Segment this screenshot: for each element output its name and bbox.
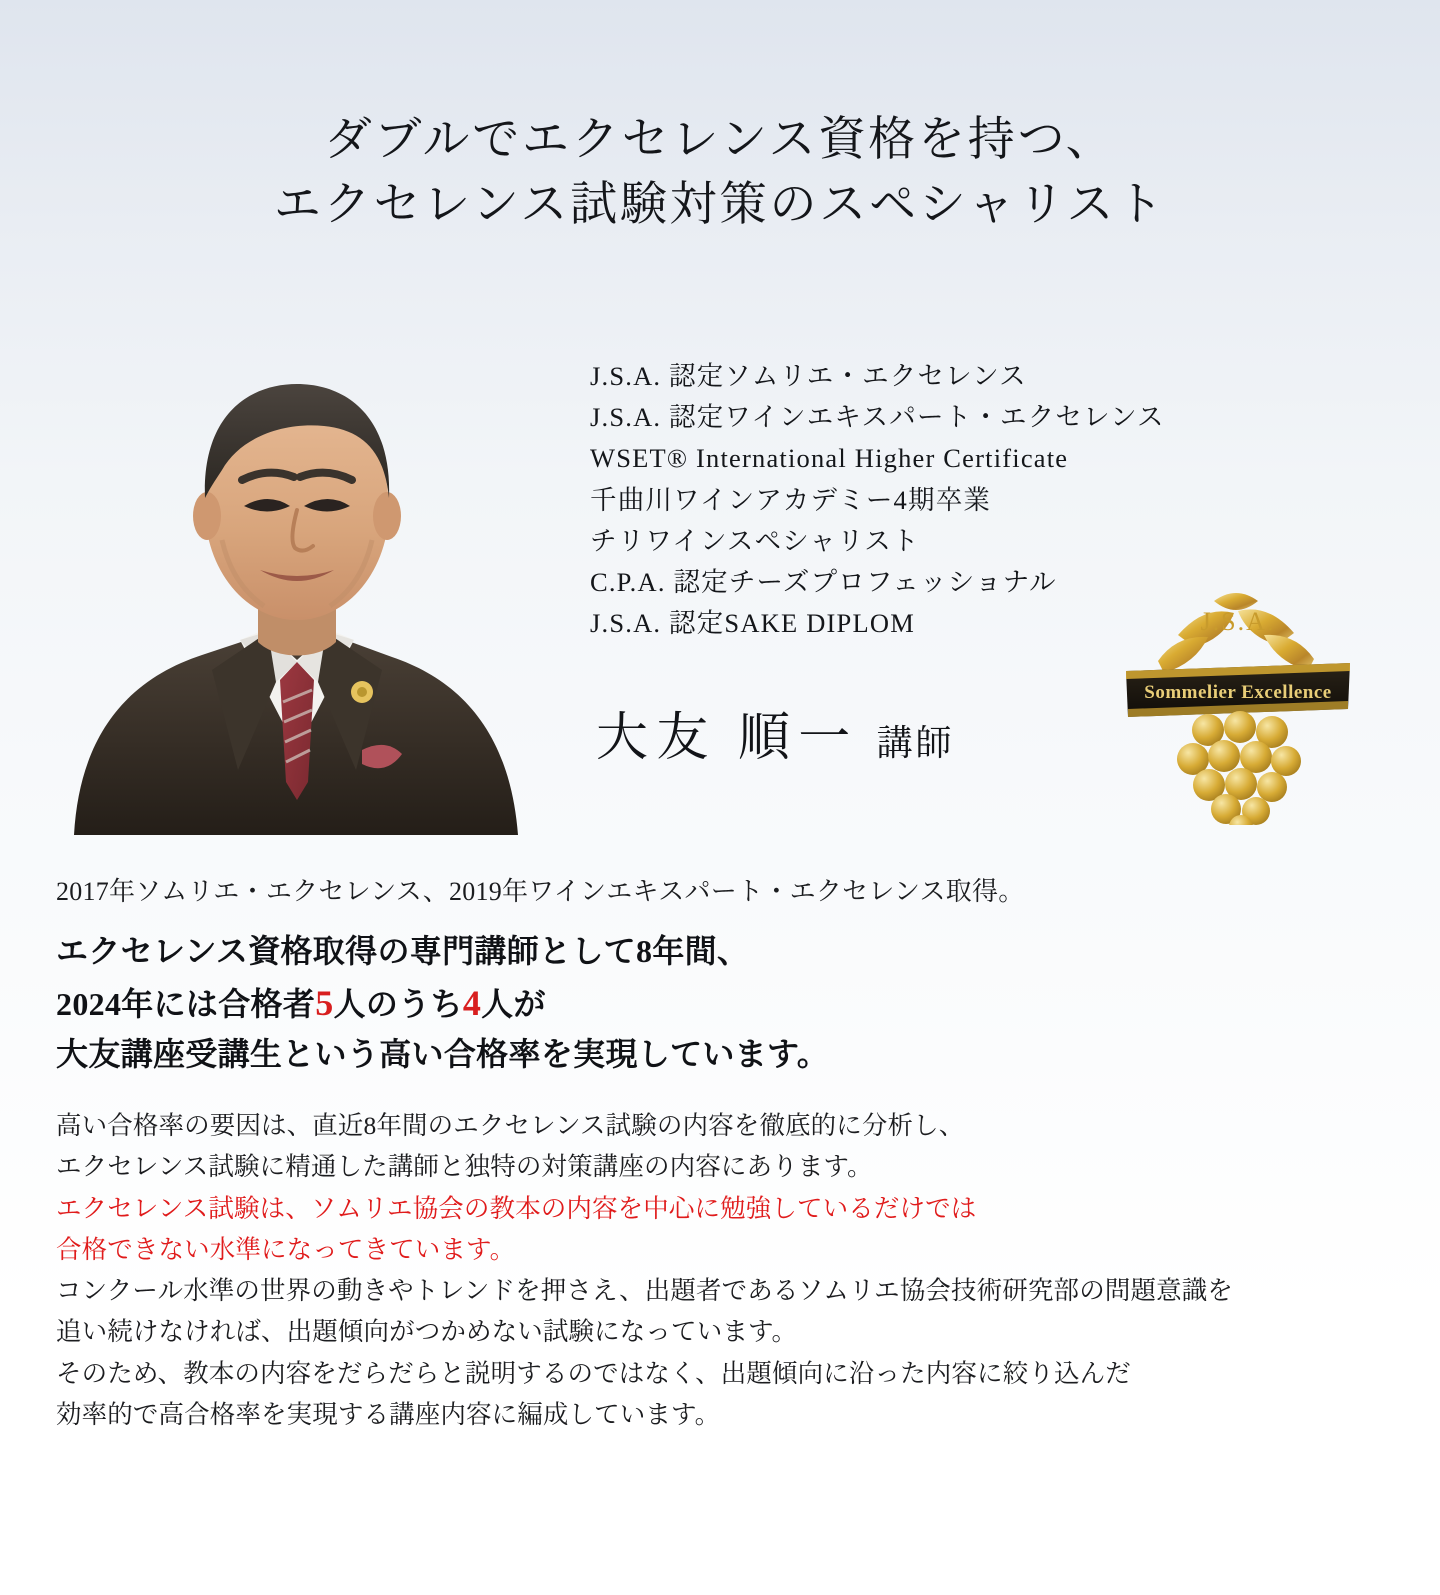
page-title-line-2: エクセレンス試験対策のスペシャリスト	[273, 178, 1167, 231]
paragraph-2-line-1: コンクール水準の世界の動きやトレンドを押さえ、出題者であるソムリエ協会技術研究部の問題意識を	[56, 1276, 1233, 1306]
sommelier-excellence-badge-icon	[1118, 575, 1358, 825]
paragraph-highlight-line-1: エクセレンス試験は、ソムリエ協会の教本の内容を中心に勉強しているだけでは	[56, 1193, 977, 1223]
paragraph-highlight	[56, 1188, 1396, 1271]
credential-item: J.S.A. 認定SAKE DIPLOM	[590, 608, 915, 639]
paragraph-3-line-1: そのため、教本の内容をだらだらと説明するのではなく、出題傾向に沿った内容に絞り込んだ	[56, 1358, 1131, 1388]
page-title-line-1: ダブルでエクセレンス資格を持つ、	[324, 114, 1116, 166]
instructor-name: 大友 順一	[596, 710, 859, 767]
emphasis-line-1: エクセレンス資格取得の専門講師として8年間、	[56, 933, 750, 969]
paragraph-1-line-2: エクセレンス試験に精通した講師と独特の対策講座の内容にあります。	[56, 1152, 873, 1182]
badge-top-text: J.S.A.	[1200, 607, 1276, 636]
body-copy	[56, 872, 1396, 1435]
paragraph-3	[56, 1353, 1396, 1436]
emphasis-line-2	[56, 976, 1396, 1031]
pass-total-count: 5	[315, 982, 334, 1023]
instructor-portrait-photo	[62, 330, 532, 835]
paragraph-2	[56, 1270, 1396, 1353]
credential-item: J.S.A. 認定ソムリエ・エクセレンス	[590, 361, 1027, 391]
credential-item: WSET® International Higher Certificate	[590, 443, 1069, 474]
paragraph-1-line-1: 高い合格率の要因は、直近8年間のエクセレンス試験の内容を徹底的に分析し、	[56, 1110, 965, 1140]
credential-item: C.P.A. 認定チーズプロフェッショナル	[590, 567, 1057, 598]
page-title	[0, 108, 1440, 238]
badge-label: Sommelier Excellence	[1144, 682, 1332, 703]
credential-item: チリワインスペシャリスト	[590, 525, 920, 556]
instructor-title: 講師	[876, 723, 955, 763]
credential-item: 千曲川ワインアカデミー4期卒業	[590, 484, 992, 515]
emphasis-line-2-post: 人が	[481, 985, 546, 1022]
paragraph-2-line-2: 追い続けなければ、出題傾向がつかめない試験になっています。	[56, 1317, 798, 1347]
lead-paragraph: 2017年ソムリエ・エクセレンス、2019年ワインエキスパート・エクセレンス取得。	[56, 877, 1025, 906]
paragraph-highlight-line-2: 合格できない水準になってきています。	[56, 1234, 516, 1264]
paragraph-3-line-2: 効率的で高合格率を実現する講座内容に編成しています。	[56, 1400, 721, 1430]
pass-student-count: 4	[462, 982, 482, 1023]
instructor-name-row	[596, 695, 954, 770]
paragraph-1	[56, 1105, 1396, 1188]
emphasis-line-2-pre: 2024年には合格者	[56, 985, 316, 1022]
credential-item: J.S.A. 認定ワインエキスパート・エクセレンス	[590, 402, 1165, 433]
emphasis-line-2-mid: 人のうち	[333, 985, 463, 1022]
emphasis-line-3: 大友講座受講生という高い合格率を実現しています。	[56, 1036, 830, 1073]
emphasis-block	[56, 927, 1396, 1079]
